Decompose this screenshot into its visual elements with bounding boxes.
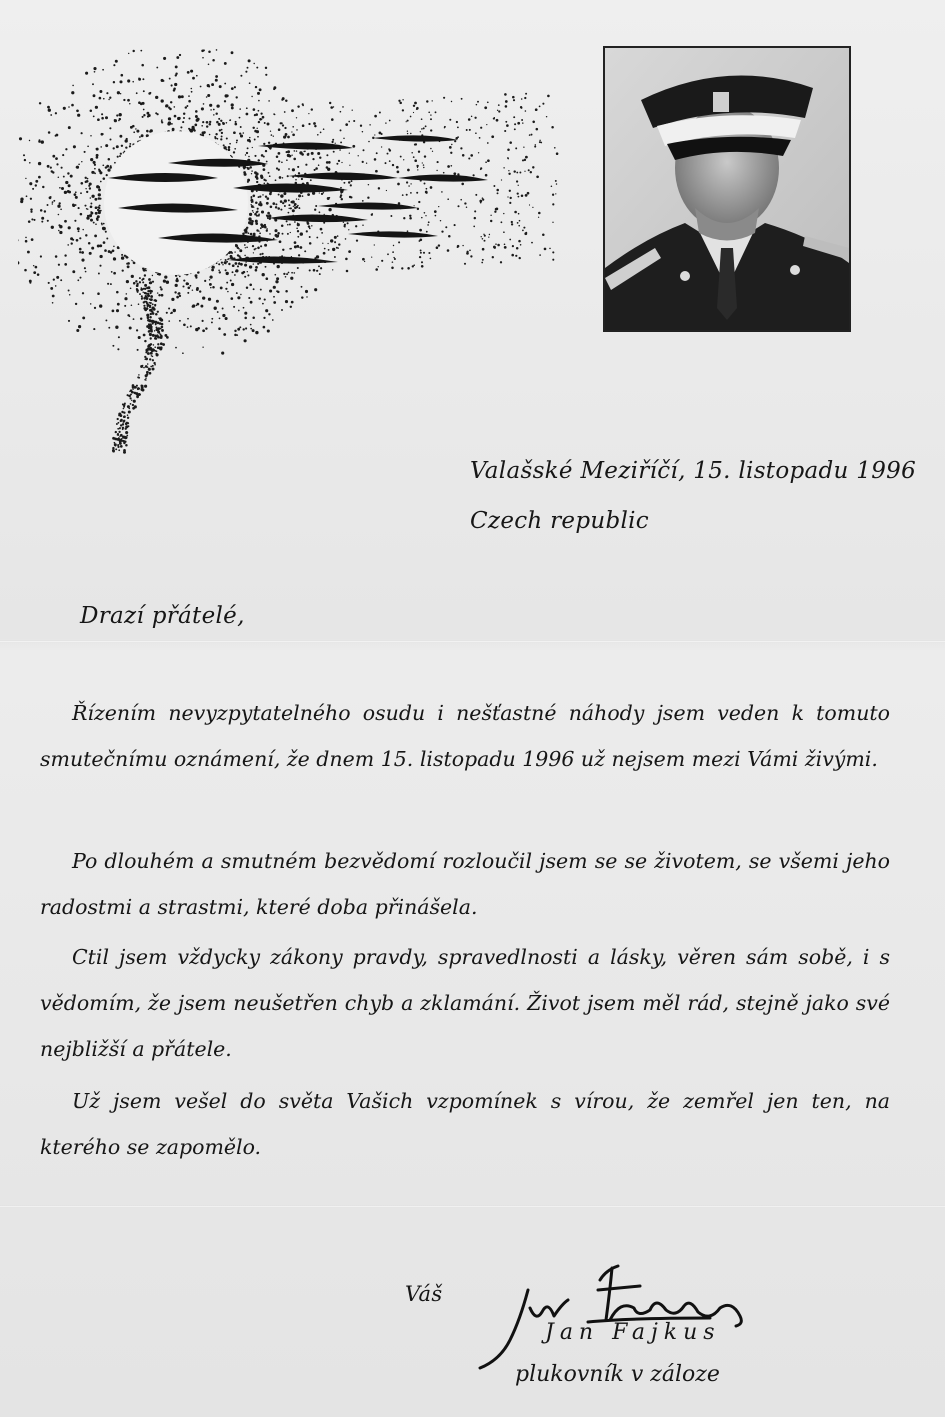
paragraph-3: Ctil jsem vždycky zákony pravdy, spravedlnosti a lásky, věren sám sobě, i s vědomím, že jsem neušetřen chyb a zklamání. Život jsem měl rád, stejně jako své nejbližší a přátele. xyxy=(40,945,890,1061)
paper-fold xyxy=(0,640,945,643)
closing: Váš xyxy=(405,1282,443,1306)
paper-fold xyxy=(0,1205,945,1208)
portrait-photo xyxy=(603,46,851,332)
signer-name: Jan Fajkus xyxy=(545,1320,721,1345)
paragraph-2: Po dlouhém a smutném bezvědomí rozloučil jsem se se životem, se všemi jeho radostmi a strastmi, které doba přinášela. xyxy=(40,849,890,919)
paragraph-1: Řízením nevyzpytatelného osudu i nešťastné náhody jsem veden k tomuto smutečnímu oznámení, že dnem 15. listopadu 1996 už nejsem mezi Vámi živými. xyxy=(40,701,890,771)
signer-title: plukovník v záloze xyxy=(515,1362,720,1387)
country: Czech republic xyxy=(470,508,649,534)
handwritten-signature xyxy=(470,1260,780,1370)
sun-illustration xyxy=(18,28,578,458)
paragraph-4: Už jsem vešel do světa Vašich vzpomínek s vírou, že zemřel jen ten, na kterého se zapomělo. xyxy=(40,1089,890,1159)
greeting: Drazí přátelé, xyxy=(80,603,245,629)
place-date: Valašské Meziříčí, 15. listopadu 1996 xyxy=(470,458,916,484)
